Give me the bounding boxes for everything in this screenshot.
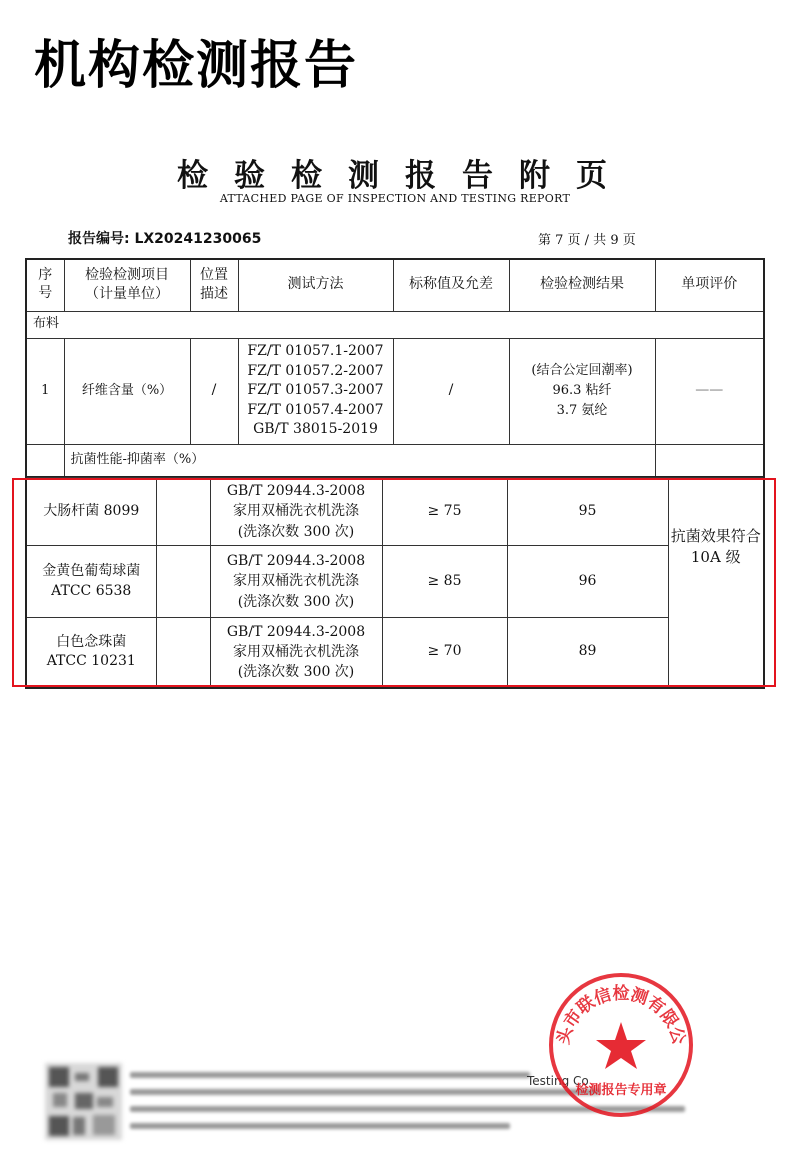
evaluation-line: 10A 级: [690, 548, 741, 567]
method-line: (洗涤次数 300 次): [237, 664, 355, 681]
highlight-box: [12, 478, 776, 687]
method-line: GB/T 20944.3-2008: [226, 623, 366, 640]
svg-text:汕头市联信检测有限公司: 头市联信检测有限公: [553, 984, 689, 1047]
method-line: (洗涤次数 300 次): [237, 593, 355, 610]
footer-text-fragment: Testing Co: [527, 1074, 589, 1088]
section-label: 布料: [26, 311, 764, 338]
method-line: GB/T 38015-2019: [253, 421, 378, 438]
banner-title: 机构检测报告: [34, 36, 359, 96]
row-standard: ≥ 85: [382, 546, 507, 618]
method-line: FZ/T 01057.4-2007: [247, 401, 384, 418]
header-item: 检验检测项目（计量单位）: [64, 259, 190, 311]
row-standard: /: [393, 338, 509, 444]
company-seal-stamp: [546, 970, 696, 1120]
section-row-fabric: [26, 311, 764, 338]
section-label: 抗菌性能-抑菌率（%）: [64, 444, 655, 477]
row-result: 95: [507, 478, 668, 546]
section-row-antibacterial: [26, 444, 764, 477]
method-line: GB/T 20944.3-2008: [226, 553, 366, 570]
row-item: 纤维含量（%）: [64, 338, 190, 444]
item-line: ATCC 6538: [51, 582, 132, 599]
header-evaluation: 单项评价: [655, 259, 764, 311]
empty-cell: [655, 444, 764, 477]
result-line: 96.3 粘纤: [552, 382, 612, 398]
document-title: 检验检测报告附页: [177, 158, 633, 194]
method-line: 家用双桶洗衣机洗涤: [233, 503, 359, 520]
row-evaluation: ——: [655, 338, 764, 444]
method-line: FZ/T 01057.3-2007: [247, 382, 384, 399]
header-method: 测试方法: [238, 259, 393, 311]
document-subtitle: ATTACHED PAGE OF INSPECTION AND TESTING REPORT: [219, 192, 571, 205]
result-line: (结合公定回潮率): [531, 362, 633, 378]
header-result: 检验检测结果: [509, 259, 655, 311]
row-result: 89: [507, 618, 668, 688]
item-line: 大肠杆菌 8099: [43, 502, 140, 519]
method-line: 家用双桶洗衣机洗涤: [233, 644, 359, 661]
row-results: [509, 338, 655, 444]
row-methods: [238, 338, 393, 444]
item-line: 金黄色葡萄球菌: [42, 562, 141, 579]
header-position: 位置描述: [190, 259, 238, 311]
page-info: 第 7 页 / 共 9 页: [538, 233, 636, 248]
report-number: 报告编号: LX20241230065: [68, 231, 262, 247]
item-line: 白色念珠菌: [56, 633, 127, 650]
table-header-row: [26, 259, 764, 311]
method-line: FZ/T 01057.1-2007: [247, 343, 384, 360]
method-line: GB/T 20944.3-2008: [226, 483, 366, 500]
svg-text:检测报告专用章: 检测报告专用章: [575, 1083, 667, 1098]
qr-code-icon: [45, 1063, 122, 1140]
row-no: 1: [26, 338, 64, 444]
header-no: 序号: [26, 259, 64, 311]
method-line: FZ/T 01057.2-2007: [247, 362, 384, 379]
header-standard: 标称值及允差: [393, 259, 509, 311]
empty-cell: [26, 444, 64, 477]
method-line: (洗涤次数 300 次): [237, 523, 355, 540]
results-table: [25, 258, 765, 478]
table-row: [26, 338, 764, 444]
row-standard: ≥ 70: [382, 618, 507, 688]
evaluation-line: 抗菌效果符合: [670, 527, 761, 546]
row-position: /: [190, 338, 238, 444]
row-result: 96: [507, 546, 668, 618]
row-standard: ≥ 75: [382, 478, 507, 546]
result-line: 3.7 氨纶: [556, 403, 608, 419]
method-line: 家用双桶洗衣机洗涤: [233, 573, 359, 590]
item-line: ATCC 10231: [46, 653, 136, 670]
